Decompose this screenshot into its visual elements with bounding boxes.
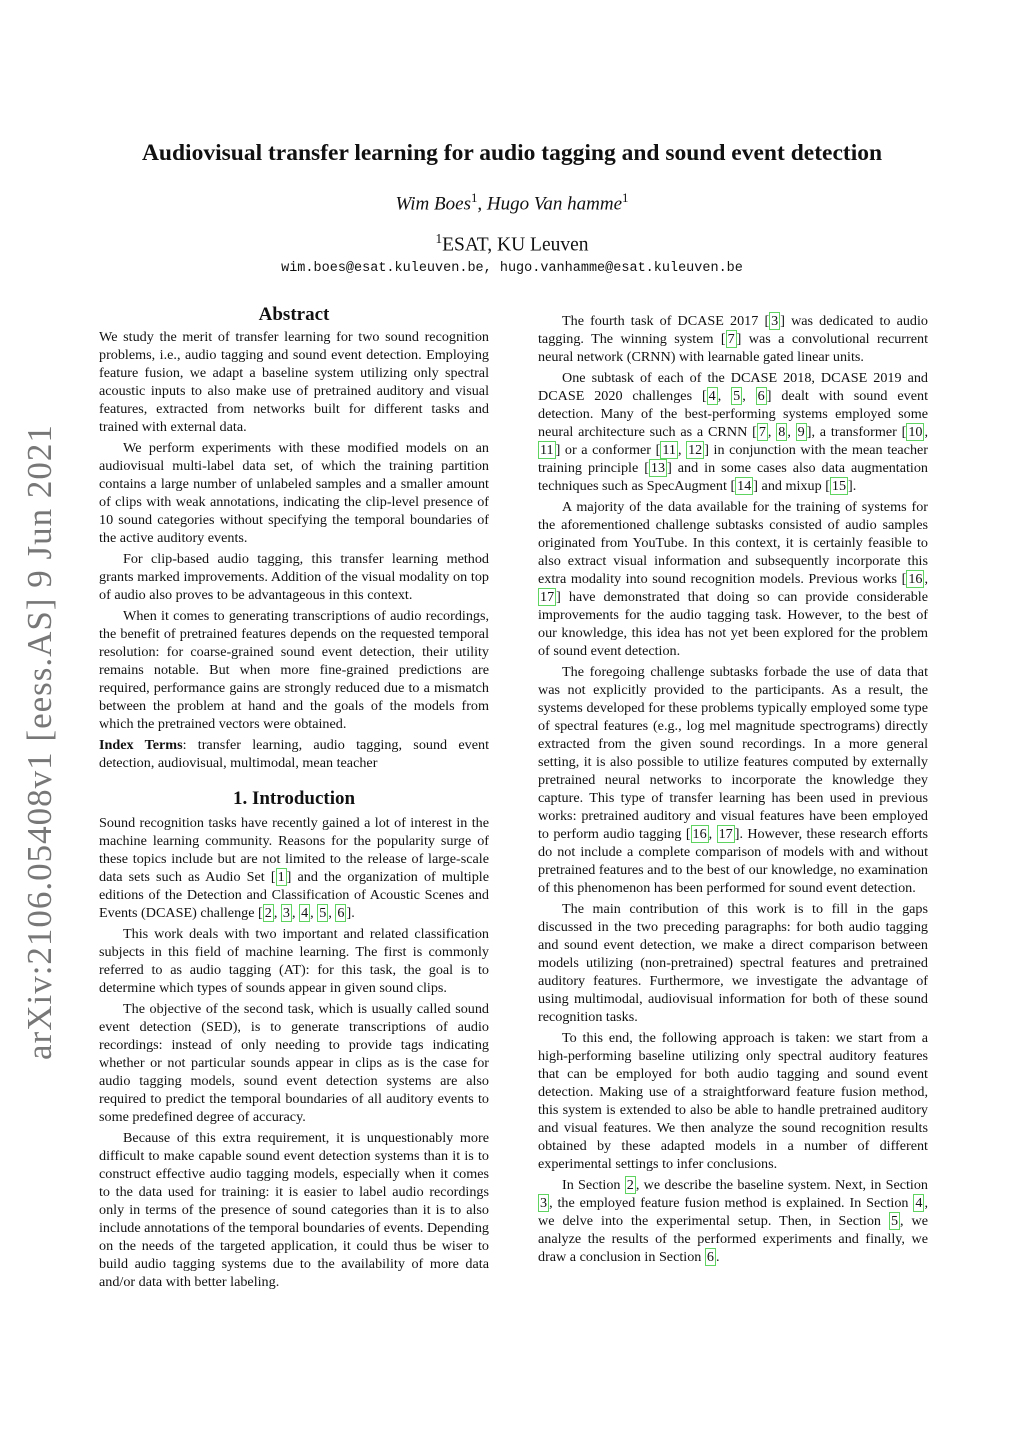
citation-link[interactable]: 17 (718, 826, 733, 842)
citation-link[interactable]: 11 (662, 442, 676, 458)
abstract-paragraph: When it comes to generating transcriptions of audio recordings, the benefit of pretrained features depends on the requested temporal resolution: for coarse-grained sound event detection, their utility remains notable. But when more fine-grained predictions are required, performance gains are strongly reduced due to a mismatch between the problem at hand and the goals of the models from which the pretrained vectors were obtained. (99, 608, 489, 732)
citation-link[interactable]: 6 (757, 388, 765, 404)
arxiv-sidebar (10, 424, 70, 1060)
author-1: Wim Boes (395, 193, 471, 215)
author-2: Hugo Van hamme (486, 193, 623, 215)
section-link[interactable]: 3 (540, 1195, 548, 1211)
citation-link[interactable]: 3 (282, 905, 290, 921)
citation-link[interactable]: 13 (650, 460, 666, 476)
intro-paragraph: The objective of the second task, which is usually called sound event detection (SED), is to generate transcriptions of audio recordings: instead of only needing to provide tags indicating whether or not particular sounds appear in clips as is the case for audio tagging models, sound event detection systems are also required to predict the temporal boundaries of all auditory events to some predefined degree of accuracy. (99, 1001, 489, 1125)
left-column (99, 306, 489, 1294)
citation-link[interactable]: 17 (540, 589, 555, 605)
section-link[interactable]: 5 (890, 1213, 899, 1229)
body-paragraph: The foregoing challenge subtasks forbade the use of data that was not explicitly provided to the participants. As a result, the systems developed for these problems typically employed some type of spectral features (e.g., log mel magnitude spectrograms) directly extracted from the given sound recordings. In a more general setting, it is also possible to utilize features computed by externally pretrained neural networks to incorporate the knowledge they capture. This type of transfer learning has been used in previous works: pretrained auditory and visual features have been employed to perform audio tagging [ 16 , 17 ]. However, these research efforts do not include a complete comparison of models with and without pretrained features and to the best of our knowledge, no examination of this phenomenon has been performed for sound event detection. (538, 664, 928, 896)
author-list: Wim Boes$^1$, Hugo Van hamme$^1$ (395, 190, 629, 215)
body-paragraph: The fourth task of DCASE 2017 [ 3 ] was dedicated to audio tagging. The winning system [ 7 ] was a convolutional recurrent neural network (CRNN) with learnable gated linear units. (538, 313, 928, 365)
citation-link[interactable]: 16 (692, 826, 707, 842)
citation-link[interactable]: 4 (708, 388, 716, 404)
abstract-heading: Abstract (258, 304, 330, 325)
citation-link[interactable]: 7 (727, 331, 735, 347)
right-column (538, 312, 928, 1269)
intro-paragraph: Because of this extra requirement, it is unquestionably more difficult to make capable sound event detection systems than it is to construct effective audio tagging models, especially when it comes to the data used for training: it is easier to label audio recordings only in terms of the presence of sound categories than it is to also include annotations of the temporal boundaries of events. Depending on the needs of the targeted application, it could thus be wiser to build audio tagging systems due to the availability of more data and/or data with better labeling. (99, 1130, 489, 1290)
section-link[interactable]: 6 (706, 1249, 714, 1265)
citation-link[interactable]: 16 (908, 571, 923, 587)
affiliation: $^1$ESAT, KU Leuven (435, 231, 589, 256)
body-paragraph: To this end, the following approach is taken: we start from a high-performing baseline utilizing only spectral auditory features that can be employed for both audio tagging and sound event detection. Making use of a straightforward feature fusion method, this system is extended to also be able to handle pretrained auditory and visual features. We then analyze the sound recognition results obtained by these adapted models in a number of different experimental settings to infer conclusions. (538, 1030, 928, 1172)
abstract-paragraph: For clip-based audio tagging, this transfer learning method grants marked improvements. Addition of the visual modality on top of audio also proves to be advantageous in this context. (99, 551, 489, 603)
body-paragraph: A majority of the data available for the training of systems for the aforementioned challenge subtasks consisted of audio samples originated from YouTube. In this context, it is certainly feasible to also extract visual information and subsequently incorporate this extra modality into sound recognition models. Previous works [ 16 , 17 ] have demonstrated that doing so can provide considerable improvements for the audio tagging task. However, to the best of our knowledge, this idea has not yet been explored for the problem of sound event detection. (538, 499, 928, 659)
citation-link[interactable]: 8 (778, 424, 786, 440)
citation-link[interactable]: 10 (908, 424, 923, 440)
citation-link[interactable]: 3 (771, 313, 779, 329)
introduction-heading: 1. Introduction (232, 788, 356, 809)
citation-link[interactable]: 1 (277, 869, 285, 885)
section-link[interactable]: 2 (626, 1177, 634, 1193)
citation-link[interactable]: 5 (319, 905, 327, 921)
section-link[interactable]: 4 (915, 1195, 923, 1211)
body-paragraph: In Section 2 , we describe the baseline system. Next, in Section 3 , the employed feature fusion method is explained. In Section 4 , we delve into the experimental setup. Then, in Section 5 , we analyze the results of the performed experiments and finally, we draw a conclusion in Section 6 . (538, 1177, 929, 1265)
citation-link[interactable]: 6 (337, 905, 345, 921)
abstract-paragraph: We perform experiments with these modified models on an audiovisual multi-label data set, of which the training partition contains a large number of unlabeled samples and a smaller amount of clips with weak annotations, indicating the clip-level presence of 10 sound categories without specifying the temporal boundaries of the active auditory events. (99, 440, 489, 546)
citation-link[interactable]: 15 (831, 478, 847, 494)
citation-link[interactable]: 7 (758, 424, 766, 440)
paper-title: Audiovisual transfer learning for audio tagging and sound event detection (141, 140, 883, 166)
author-emails[interactable]: wim.boes@esat.kuleuven.be, hugo.vanhamme@esat.kuleuven.be (281, 261, 743, 276)
intro-paragraph: This work deals with two important and related classification subjects in this field of machine learning. The first is commonly referred to as audio tagging (AT): for this task, the goal is to determine which types of sounds appear in given sound clips. (99, 926, 489, 996)
citation-link[interactable]: 5 (733, 388, 741, 404)
body-paragraph: One subtask of each of the DCASE 2018, DCASE 2019 and DCASE 2020 challenges [ 4 , 5 , 6 ] dealt with sound event detection. Many of the best-performing systems employed some neural architecture such as a CRNN [ 7 , 8 , 9 ], a transformer [ 10 , 11 ] or a conformer [ 11 , 12 ] in conjunction with the mean teacher training principle [ 13 ] and in some cases also data augmentation techniques such as SpecAugment [ 14 ] and mixup [ 15 ]. (538, 370, 929, 494)
index-terms: Index Terms: transfer learning, audio tagging, sound event detection, audiovisual, multimodal, mean teacher (99, 737, 489, 771)
citation-link[interactable]: 11 (540, 442, 554, 458)
citation-link[interactable]: 14 (737, 478, 752, 494)
intro-paragraph: Sound recognition tasks have recently gained a lot of interest in the machine learning community. Reasons for the popularity surge of these topics include but are not limited to the release of large-scale data sets such as Audio Set [ 1 ] and the organization of multiple editions of the Detection and Classification of Acoustic Scenes and Events (DCASE) challenge [ 2 , 3 , 4 , 5 , 6 ]. (99, 815, 489, 921)
citation-link[interactable]: 2 (264, 905, 272, 921)
citation-link[interactable]: 12 (688, 442, 703, 458)
citation-link[interactable]: 9 (797, 424, 805, 440)
citation-link[interactable]: 4 (301, 905, 309, 921)
abstract-paragraph: We study the merit of transfer learning for two sound recognition problems, i.e., audio tagging and sound event detection. Employing feature fusion, we adapt a baseline system utilizing only spectral acoustic inputs to also make use of pretrained auditory and visual features, extracted from networks built for different tasks and trained with external data. (99, 329, 489, 435)
arxiv-identifier: arXiv:2106.05408v1 [eess.AS] 9 Jun 2021 (20, 424, 59, 1060)
body-paragraph: The main contribution of this work is to fill in the gaps discussed in the two preceding paragraphs: for both audio tagging and sound event detection, we make a direct comparison between models utilizing (non-pretrained) spectral features and pretrained auditory features. Furthermore, we investigate the advantage of using multimodal, audiovisual information for both of these sound recognition tasks. (538, 901, 928, 1025)
